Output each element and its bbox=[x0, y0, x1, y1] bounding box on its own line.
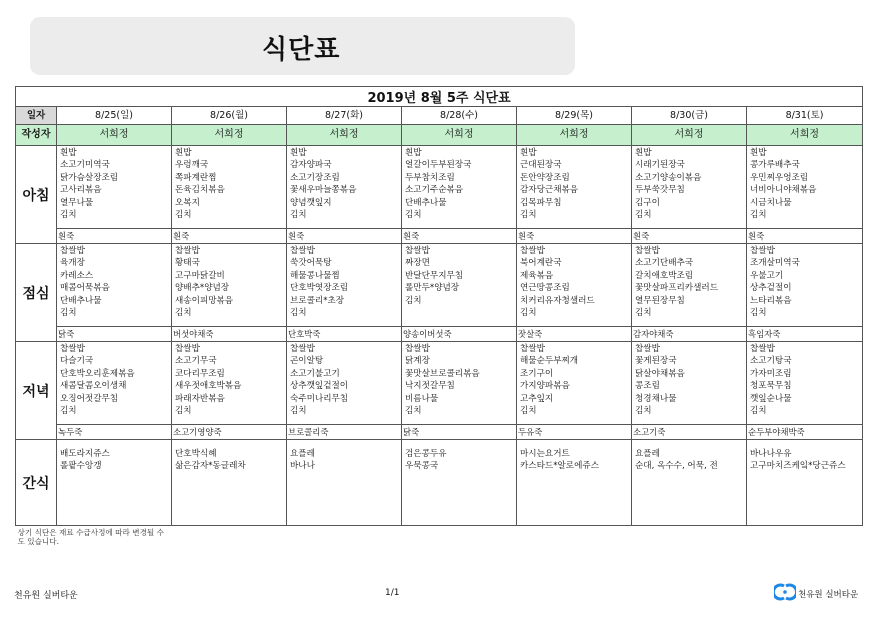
menu-cell bbox=[287, 342, 402, 440]
menu-item: 양념깻잎지 bbox=[290, 197, 332, 208]
porridge-item: 녹두죽 bbox=[57, 424, 171, 439]
porridge-item: 감자야채죽 bbox=[632, 326, 746, 341]
menu-items bbox=[517, 440, 631, 473]
menu-item: 찹쌀밥 bbox=[290, 344, 315, 354]
menu-item: 찹쌀밥 bbox=[750, 344, 775, 354]
porridge-item: 버섯야채죽 bbox=[172, 326, 286, 341]
menu-cell bbox=[57, 146, 172, 244]
porridge-item: 잣살죽 bbox=[517, 326, 631, 341]
menu-item: 비름나물 bbox=[405, 393, 439, 404]
menu-item: 흰밥 bbox=[290, 148, 307, 158]
menu-item: 쪽파계란찜 bbox=[175, 172, 217, 183]
menu-cell bbox=[172, 440, 287, 526]
menu-item: 흰밥 bbox=[405, 148, 422, 158]
menu-item: 닭계장 bbox=[405, 356, 430, 367]
menu-items bbox=[287, 244, 401, 319]
menu-item: 단호박오리훈제볶음 bbox=[60, 368, 135, 379]
meal-row bbox=[16, 244, 863, 342]
menu-items bbox=[517, 146, 631, 221]
menu-item: 김치 bbox=[520, 406, 537, 417]
footer-right: 천유원 실버타운 bbox=[798, 590, 859, 600]
menu-item: 카레소스 bbox=[60, 270, 94, 281]
menu-items bbox=[402, 244, 516, 307]
menu-item: 깻잎순나물 bbox=[750, 393, 792, 404]
menu-item: 흰밥 bbox=[520, 148, 537, 158]
menu-item: 고사리볶음 bbox=[60, 185, 102, 196]
menu-items bbox=[402, 440, 516, 473]
menu-items bbox=[517, 342, 631, 417]
menu-item: 브로콜리*초장 bbox=[290, 295, 345, 306]
menu-cell bbox=[402, 146, 517, 244]
menu-item: 치커리유자청샐러드 bbox=[520, 295, 595, 306]
menu-item: 단호박엿장조림 bbox=[290, 283, 349, 294]
title-banner bbox=[30, 17, 575, 75]
menu-item: 찹쌀밥 bbox=[175, 344, 200, 354]
menu-item: 새송이피망볶음 bbox=[175, 295, 234, 306]
menu-item: 꽃맛살브로콜리볶음 bbox=[405, 368, 480, 379]
menu-item: 흰밥 bbox=[635, 148, 652, 158]
menu-item: 조기구이 bbox=[520, 368, 554, 379]
menu-item: 느타리볶음 bbox=[750, 295, 792, 306]
menu-item: 흰밥 bbox=[175, 148, 192, 158]
menu-item: 찹쌀밥 bbox=[405, 246, 430, 256]
menu-item: 열무된장무침 bbox=[635, 295, 685, 306]
menu-item: 흰밥 bbox=[750, 148, 767, 158]
menu-cell bbox=[632, 440, 747, 526]
menu-item: 김치 bbox=[60, 210, 77, 221]
menu-cell bbox=[747, 440, 863, 526]
menu-item: 요플레 bbox=[290, 449, 315, 459]
menu-item: 단배추나물 bbox=[405, 197, 447, 208]
menu-cell bbox=[747, 342, 863, 440]
porridge-item: 흰죽 bbox=[517, 228, 631, 243]
porridge-item: 흰죽 bbox=[172, 228, 286, 243]
menu-item: 쑥갓어묵탕 bbox=[290, 258, 332, 269]
menu-items bbox=[57, 146, 171, 221]
menu-item: 카스타드*알로에쥬스 bbox=[520, 461, 600, 472]
date-cell: 8/27(화) bbox=[287, 107, 402, 125]
menu-item: 소고기단배추국 bbox=[635, 258, 694, 269]
date-cell: 8/25(일) bbox=[57, 107, 172, 125]
menu-item: 김치 bbox=[635, 406, 652, 417]
menu-item: 바나나 bbox=[290, 461, 315, 472]
menu-item: 가자미조림 bbox=[750, 368, 792, 379]
date-cell: 8/30(금) bbox=[632, 107, 747, 125]
author-cell: 서희정 bbox=[747, 125, 863, 146]
menu-item: 김치 bbox=[175, 308, 192, 319]
menu-item: 해물순두부찌개 bbox=[520, 356, 579, 367]
menu-item: 고추잎지 bbox=[520, 393, 554, 404]
menu-cell bbox=[57, 244, 172, 342]
author-cell: 서희정 bbox=[287, 125, 402, 146]
menu-item: 매콤어묵볶음 bbox=[60, 283, 110, 294]
menu-item: 가지양파볶음 bbox=[520, 381, 570, 392]
menu-item: 해물콩나물찜 bbox=[290, 270, 340, 281]
menu-item: 콩조림 bbox=[635, 381, 660, 392]
menu-item: 숙주미나리무침 bbox=[290, 393, 349, 404]
menu-item: 낙지젓갈무침 bbox=[405, 381, 455, 392]
author-label: 작성자 bbox=[16, 125, 57, 146]
porridge-item: 양송이버섯죽 bbox=[402, 326, 516, 341]
menu-item: 김구이 bbox=[635, 197, 660, 208]
author-cell: 서희정 bbox=[57, 125, 172, 146]
menu-item: 청경채나물 bbox=[635, 393, 677, 404]
menu-item: 찹쌀밥 bbox=[750, 246, 775, 256]
menu-item: 요플레 bbox=[635, 449, 660, 459]
menu-item: 근대된장국 bbox=[520, 160, 562, 171]
menu-item: 찹쌀밥 bbox=[60, 344, 85, 354]
menu-items bbox=[517, 244, 631, 319]
menu-item: 소고기불고기 bbox=[290, 368, 340, 379]
menu-items bbox=[172, 146, 286, 221]
menu-item: 김목파무침 bbox=[520, 197, 562, 208]
menu-item: 육개장 bbox=[60, 258, 85, 269]
menu-cell bbox=[57, 440, 172, 526]
author-cell: 서희정 bbox=[517, 125, 632, 146]
porridge-item: 브로콜리죽 bbox=[287, 424, 401, 439]
menu-items bbox=[632, 342, 746, 417]
meal-label: 간식 bbox=[16, 440, 57, 526]
menu-item: 단호박식혜 bbox=[175, 449, 217, 459]
date-cell: 8/31(토) bbox=[747, 107, 863, 125]
porridge-item: 흑임자죽 bbox=[747, 326, 862, 341]
menu-cell bbox=[517, 146, 632, 244]
menu-item: 닭가슴살장조림 bbox=[60, 172, 119, 183]
menu-items bbox=[287, 440, 401, 473]
menu-items bbox=[172, 244, 286, 319]
note-row bbox=[16, 526, 863, 549]
page-number: 1/1 bbox=[385, 588, 400, 598]
menu-item: 김치 bbox=[175, 406, 192, 417]
menu-items bbox=[747, 440, 862, 473]
menu-table bbox=[15, 86, 863, 548]
menu-item: 꽃게된장국 bbox=[635, 356, 677, 367]
menu-items bbox=[632, 146, 746, 221]
meal-label: 저녁 bbox=[16, 342, 57, 440]
date-label: 일자 bbox=[16, 107, 57, 125]
meal-label: 점심 bbox=[16, 244, 57, 342]
menu-item: 검은콩두유 bbox=[405, 449, 447, 459]
menu-item: 새우젓애호박볶음 bbox=[175, 381, 242, 392]
menu-item: 새콤달콤오이생채 bbox=[60, 381, 127, 392]
menu-item: 얼갈이두부된장국 bbox=[405, 160, 472, 171]
menu-items bbox=[632, 244, 746, 319]
menu-cell bbox=[402, 244, 517, 342]
menu-item: 소고기무국 bbox=[175, 356, 217, 367]
footer-left: 천유원 실버타운 bbox=[14, 591, 78, 601]
menu-item: 단배추나물 bbox=[60, 295, 102, 306]
menu-items bbox=[747, 342, 862, 417]
menu-cell bbox=[517, 244, 632, 342]
date-cell: 8/26(월) bbox=[172, 107, 287, 125]
porridge-item: 두유죽 bbox=[517, 424, 631, 439]
menu-item: 찹쌀밥 bbox=[175, 246, 200, 256]
menu-item: 돈육김치볶음 bbox=[175, 185, 225, 196]
menu-item: 김치 bbox=[750, 406, 767, 417]
author-cell: 서희정 bbox=[402, 125, 517, 146]
menu-items bbox=[747, 146, 862, 221]
menu-item: 청포묵무침 bbox=[750, 381, 792, 392]
menu-item: 김치 bbox=[60, 406, 77, 417]
menu-item: 다슬기국 bbox=[60, 356, 94, 367]
menu-cell bbox=[287, 440, 402, 526]
menu-item: 김치 bbox=[60, 308, 77, 319]
menu-item: 김치 bbox=[405, 406, 422, 417]
author-cell: 서희정 bbox=[172, 125, 287, 146]
menu-item: 순대, 옥수수, 어묵, 전 bbox=[635, 461, 718, 472]
menu-item: 소고기장조림 bbox=[290, 172, 340, 183]
menu-item: 꽃맛살파프리카샐러드 bbox=[635, 283, 719, 294]
menu-items bbox=[57, 244, 171, 319]
menu-cell bbox=[632, 146, 747, 244]
menu-item: 오복지 bbox=[175, 197, 200, 208]
menu-item: 코다리무조림 bbox=[175, 368, 225, 379]
date-cell: 8/28(수) bbox=[402, 107, 517, 125]
menu-cell bbox=[172, 342, 287, 440]
menu-item: 반달단무지무침 bbox=[405, 270, 464, 281]
meal-row bbox=[16, 342, 863, 440]
cheonyuwon-logo-icon bbox=[774, 583, 796, 601]
menu-items bbox=[57, 440, 171, 473]
menu-item: 고구마치즈케잌*당근쥬스 bbox=[750, 461, 846, 472]
menu-item: 찹쌀밥 bbox=[290, 246, 315, 256]
menu-items bbox=[287, 146, 401, 221]
menu-item: 찹쌀밥 bbox=[635, 344, 660, 354]
menu-item: 김치 bbox=[635, 210, 652, 221]
menu-cell bbox=[287, 146, 402, 244]
week-title: 2019년 8월 5주 식단표 bbox=[16, 87, 863, 107]
menu-item: 조개살미역국 bbox=[750, 258, 800, 269]
menu-items bbox=[287, 342, 401, 417]
menu-item: 시금치나물 bbox=[750, 197, 792, 208]
menu-item: 감자양파국 bbox=[290, 160, 332, 171]
menu-item: 찹쌀밥 bbox=[60, 246, 85, 256]
menu-item: 김치 bbox=[520, 308, 537, 319]
menu-cell bbox=[632, 244, 747, 342]
menu-item: 소고기양송이볶음 bbox=[635, 172, 702, 183]
porridge-item: 흰죽 bbox=[57, 228, 171, 243]
menu-item: 김치 bbox=[520, 210, 537, 221]
menu-item: 롤만두*양념장 bbox=[405, 283, 460, 294]
menu-note: 상기 식단은 재료 수급사정에 따라 변경될 수도 있습니다. bbox=[17, 528, 165, 546]
meal-row bbox=[16, 440, 863, 526]
menu-items bbox=[172, 342, 286, 417]
menu-item: 돈안약장조림 bbox=[520, 172, 570, 183]
menu-item: 상추겉절이 bbox=[750, 283, 792, 294]
menu-item: 김치 bbox=[635, 308, 652, 319]
menu-item: 제육볶음 bbox=[520, 270, 554, 281]
menu-cell bbox=[172, 244, 287, 342]
menu-items bbox=[57, 342, 171, 417]
menu-item: 마시는요거트 bbox=[520, 449, 570, 459]
menu-item: 김치 bbox=[175, 210, 192, 221]
menu-item: 상추깻잎겉절이 bbox=[290, 381, 349, 392]
menu-cell bbox=[517, 342, 632, 440]
menu-item: 롤팥수앙갱 bbox=[60, 461, 102, 472]
menu-item: 우묵콩국 bbox=[405, 461, 439, 472]
menu-item: 황태국 bbox=[175, 258, 200, 269]
menu-item: 찹쌀밥 bbox=[635, 246, 660, 256]
porridge-item: 닭죽 bbox=[57, 326, 171, 341]
menu-item: 바나나우유 bbox=[750, 449, 792, 459]
porridge-item: 흰죽 bbox=[287, 228, 401, 243]
menu-item: 두부쑥갓무침 bbox=[635, 185, 685, 196]
page-title: 식단표 bbox=[262, 35, 341, 65]
porridge-item: 소고기죽 bbox=[632, 424, 746, 439]
porridge-item: 흰죽 bbox=[632, 228, 746, 243]
menu-item: 양배추*양념장 bbox=[175, 283, 230, 294]
menu-cell bbox=[747, 146, 863, 244]
menu-cell bbox=[747, 244, 863, 342]
meal-label: 아침 bbox=[16, 146, 57, 244]
porridge-item: 닭죽 bbox=[402, 424, 516, 439]
menu-item: 짜장면 bbox=[405, 258, 430, 269]
date-cell: 8/29(목) bbox=[517, 107, 632, 125]
menu-item: 찹쌀밥 bbox=[520, 344, 545, 354]
menu-item: 김치 bbox=[750, 210, 767, 221]
menu-item: 파래자반볶음 bbox=[175, 393, 225, 404]
menu-item: 우민찌우엉조림 bbox=[750, 172, 809, 183]
menu-items bbox=[402, 342, 516, 417]
porridge-item: 소고기영양죽 bbox=[172, 424, 286, 439]
menu-item: 김치 bbox=[405, 210, 422, 221]
menu-item: 우렁깨국 bbox=[175, 160, 209, 171]
menu-item: 너비아니야채볶음 bbox=[750, 185, 817, 196]
menu-item: 김치 bbox=[290, 406, 307, 417]
menu-item: 김치 bbox=[290, 308, 307, 319]
menu-item: 감자당근채볶음 bbox=[520, 185, 579, 196]
menu-item: 고구마닭갈비 bbox=[175, 270, 225, 281]
author-cell: 서희정 bbox=[632, 125, 747, 146]
menu-items bbox=[172, 440, 286, 473]
menu-item: 배도라지쥬스 bbox=[60, 449, 110, 459]
menu-item: 연근땅콩조림 bbox=[520, 283, 570, 294]
menu-cell bbox=[632, 342, 747, 440]
menu-cell bbox=[287, 244, 402, 342]
menu-cell bbox=[172, 146, 287, 244]
menu-item: 두부참치조림 bbox=[405, 172, 455, 183]
menu-item: 콩가루배추국 bbox=[750, 160, 800, 171]
menu-item: 시래기된장국 bbox=[635, 160, 685, 171]
menu-cell bbox=[402, 440, 517, 526]
menu-item: 김치 bbox=[750, 308, 767, 319]
menu-item: 찹쌀밥 bbox=[405, 344, 430, 354]
menu-cell bbox=[57, 342, 172, 440]
menu-item: 곤이알탕 bbox=[290, 356, 324, 367]
menu-item: 우불고기 bbox=[750, 270, 784, 281]
menu-items bbox=[632, 440, 746, 473]
menu-items bbox=[402, 146, 516, 221]
menu-item: 북어계란국 bbox=[520, 258, 562, 269]
menu-items bbox=[747, 244, 862, 319]
menu-item: 소고기주순볶음 bbox=[405, 185, 464, 196]
porridge-item: 단호박죽 bbox=[287, 326, 401, 341]
menu-item: 닭살야채볶음 bbox=[635, 368, 685, 379]
menu-item: 소고기미역국 bbox=[60, 160, 110, 171]
menu-item: 열무나물 bbox=[60, 197, 94, 208]
porridge-item: 흰죽 bbox=[402, 228, 516, 243]
menu-item: 갈치애호박조림 bbox=[635, 270, 694, 281]
menu-item: 삶은감자*동글레차 bbox=[175, 461, 246, 472]
menu-item: 오징어젓갈무침 bbox=[60, 393, 119, 404]
meal-row bbox=[16, 146, 863, 244]
menu-item: 찹쌀밥 bbox=[520, 246, 545, 256]
menu-item: 소고기탕국 bbox=[750, 356, 792, 367]
menu-item: 김치 bbox=[405, 295, 422, 306]
menu-cell bbox=[517, 440, 632, 526]
menu-cell bbox=[402, 342, 517, 440]
menu-item: 꽃새우마늘쫑볶음 bbox=[290, 185, 357, 196]
menu-item: 김치 bbox=[290, 210, 307, 221]
porridge-item: 순두부야채박죽 bbox=[747, 424, 862, 439]
porridge-item: 흰죽 bbox=[747, 228, 862, 243]
menu-item: 흰밥 bbox=[60, 148, 77, 158]
